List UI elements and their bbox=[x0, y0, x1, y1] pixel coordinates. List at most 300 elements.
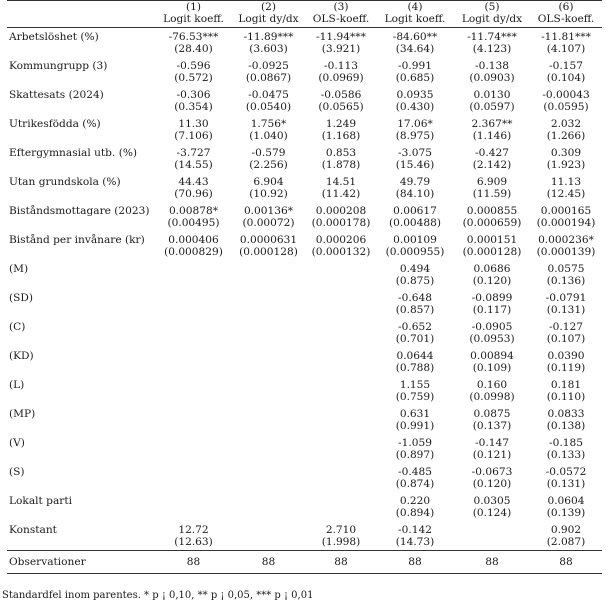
coefficient-row bbox=[7, 463, 602, 478]
standard-error-cell bbox=[306, 391, 376, 406]
label-blank bbox=[7, 246, 156, 261]
standard-error-cell: (12.63) bbox=[156, 536, 231, 551]
column-label: Logit dy/dx bbox=[454, 13, 530, 28]
coefficient-cell: -0.0586 bbox=[320, 88, 362, 101]
standard-error-cell: (0.991) bbox=[395, 419, 435, 432]
standard-error-row bbox=[7, 536, 602, 551]
label-blank bbox=[7, 217, 156, 232]
standard-error-cell bbox=[231, 449, 306, 464]
standard-error-cell: (0.788) bbox=[395, 361, 435, 374]
coefficient-cell: 0.0390 bbox=[547, 349, 585, 362]
standard-error-cell: (0.00072) bbox=[242, 216, 295, 229]
variable-label: (M) bbox=[9, 262, 29, 275]
standard-error-cell: (0.0969) bbox=[318, 71, 364, 84]
coefficient-cell: -0.138 bbox=[475, 59, 509, 72]
standard-error-cell: (0.119) bbox=[546, 361, 586, 374]
coefficient-cell bbox=[454, 521, 530, 536]
standard-error-cell: (0.131) bbox=[546, 303, 586, 316]
coefficient-cell: 17.06* bbox=[397, 117, 433, 130]
coefficient-cell: -0.991 bbox=[398, 59, 432, 72]
coefficient-cell: 0.000236* bbox=[538, 233, 594, 246]
coefficient-cell: 6.909 bbox=[476, 175, 508, 188]
label-blank bbox=[7, 188, 156, 203]
standard-error-cell: (1.998) bbox=[306, 536, 376, 551]
standard-error-cell: (28.40) bbox=[174, 42, 213, 55]
standard-error-cell bbox=[306, 507, 376, 522]
coefficient-cell: -1.059 bbox=[398, 436, 432, 449]
coefficient-row bbox=[7, 318, 602, 333]
coefficient-cell: 0.160 bbox=[476, 378, 508, 391]
standard-error-cell: (0.874) bbox=[395, 477, 435, 490]
standard-error-cell bbox=[306, 478, 376, 493]
coefficient-row bbox=[7, 434, 602, 449]
coefficient-row bbox=[7, 86, 602, 101]
standard-error-row bbox=[7, 159, 602, 174]
standard-error-cell: (14.55) bbox=[174, 158, 213, 171]
coefficient-cell: 0.00878* bbox=[168, 204, 219, 217]
label-blank bbox=[7, 72, 156, 87]
standard-error-cell: (1.168) bbox=[321, 129, 361, 142]
standard-error-cell: (0.0867) bbox=[245, 71, 292, 84]
coefficient-cell: -0.427 bbox=[475, 146, 509, 159]
standard-error-cell bbox=[231, 275, 306, 290]
column-label: Logit dy/dx bbox=[231, 13, 306, 28]
standard-error-cell: (84.10) bbox=[395, 187, 435, 200]
coefficient-cell bbox=[156, 463, 231, 478]
standard-error-cell: (0.124) bbox=[472, 506, 512, 519]
coefficient-cell: 0.853 bbox=[325, 146, 357, 159]
standard-error-cell: (0.120) bbox=[472, 274, 512, 287]
coefficient-row bbox=[7, 144, 602, 159]
coefficient-cell: 0.0575 bbox=[547, 262, 585, 275]
standard-error-cell: (2.142) bbox=[472, 158, 512, 171]
standard-error-cell: (12.45) bbox=[546, 187, 586, 200]
coefficient-cell: -0.596 bbox=[176, 59, 211, 72]
header-blank bbox=[7, 13, 156, 28]
coefficient-cell: 0.0686 bbox=[473, 262, 511, 275]
variable-label: Kommungrupp (3) bbox=[9, 59, 108, 72]
coefficient-cell: -0.0925 bbox=[248, 59, 289, 72]
coefficient-row bbox=[7, 492, 602, 507]
standard-error-row bbox=[7, 188, 602, 203]
coefficient-cell: 12.72 bbox=[178, 523, 209, 536]
observations-value: 88 bbox=[306, 551, 376, 574]
coefficient-cell bbox=[156, 405, 231, 420]
standard-error-cell bbox=[156, 275, 231, 290]
standard-error-cell bbox=[156, 420, 231, 435]
table-header bbox=[7, 0, 602, 28]
standard-error-cell: (11.42) bbox=[321, 187, 361, 200]
coefficient-row bbox=[7, 202, 602, 217]
coefficient-cell: 0.000151 bbox=[466, 233, 518, 246]
coefficient-cell: -0.579 bbox=[251, 146, 286, 159]
standard-error-cell: (0.136) bbox=[546, 274, 586, 287]
standard-error-cell: (70.96) bbox=[174, 187, 213, 200]
standard-error-cell bbox=[306, 449, 376, 464]
coefficient-cell: -0.0905 bbox=[471, 320, 513, 333]
standard-error-cell: (3.921) bbox=[321, 42, 361, 55]
observations-value: 88 bbox=[156, 551, 231, 574]
standard-error-row bbox=[7, 246, 602, 261]
column-number: (6) bbox=[558, 1, 574, 13]
coefficient-cell bbox=[231, 463, 306, 478]
coefficient-cell: -11.81*** bbox=[541, 30, 591, 43]
coefficient-cell: 49.79 bbox=[399, 175, 431, 188]
coefficient-cell: 0.00617 bbox=[393, 204, 437, 217]
standard-error-cell: (0.139) bbox=[546, 506, 586, 519]
coefficient-row bbox=[7, 231, 602, 246]
coefficient-cell: 0.0604 bbox=[547, 494, 585, 507]
coefficient-row bbox=[7, 115, 602, 130]
standard-error-cell bbox=[156, 304, 231, 319]
standard-error-cell bbox=[306, 362, 376, 377]
observations-value: 88 bbox=[530, 551, 602, 574]
standard-error-cell bbox=[306, 275, 376, 290]
standard-error-cell: (34.64) bbox=[395, 42, 435, 55]
standard-error-cell: (0.894) bbox=[395, 506, 435, 519]
coefficient-cell: -84.60** bbox=[392, 30, 438, 43]
standard-error-cell bbox=[231, 391, 306, 406]
coefficient-cell: 0.000208 bbox=[315, 204, 367, 217]
coefficient-cell bbox=[306, 405, 376, 420]
label-blank bbox=[7, 43, 156, 58]
coefficient-cell bbox=[231, 376, 306, 391]
coefficient-cell bbox=[156, 347, 231, 362]
coefficient-cell: 0.00894 bbox=[470, 349, 514, 362]
standard-error-row bbox=[7, 449, 602, 464]
standard-error-cell: (0.685) bbox=[395, 71, 435, 84]
variable-label: Eftergymnasial utb. (%) bbox=[9, 146, 138, 159]
standard-error-row bbox=[7, 362, 602, 377]
standard-error-row bbox=[7, 275, 602, 290]
variable-label: Arbetslöshet (%) bbox=[9, 30, 99, 43]
standard-error-cell: (15.46) bbox=[395, 158, 435, 171]
label-blank bbox=[7, 130, 156, 145]
coefficient-cell: 0.309 bbox=[550, 146, 582, 159]
observations-value: 88 bbox=[454, 551, 530, 574]
standard-error-cell: (0.109) bbox=[472, 361, 512, 374]
coefficient-cell: -76.53*** bbox=[168, 30, 219, 43]
coefficient-cell: 11.30 bbox=[178, 117, 209, 130]
variable-label: (V) bbox=[9, 436, 25, 449]
standard-error-cell: (0.133) bbox=[546, 448, 586, 461]
coefficient-cell: 44.43 bbox=[178, 175, 209, 188]
standard-error-row bbox=[7, 507, 602, 522]
coefficient-cell bbox=[231, 492, 306, 507]
coefficient-cell bbox=[306, 463, 376, 478]
standard-error-cell: (0.0903) bbox=[469, 71, 515, 84]
coefficient-cell bbox=[231, 318, 306, 333]
label-blank bbox=[7, 101, 156, 116]
standard-error-cell: (0.131) bbox=[546, 477, 586, 490]
coefficient-cell: 0.494 bbox=[399, 262, 431, 275]
coefficient-cell bbox=[231, 260, 306, 275]
coefficient-cell: -0.0572 bbox=[545, 465, 587, 478]
standard-error-cell: (0.0597) bbox=[469, 100, 515, 113]
standard-error-row bbox=[7, 101, 602, 116]
standard-error-row bbox=[7, 130, 602, 145]
standard-error-cell bbox=[231, 304, 306, 319]
standard-error-cell: (7.106) bbox=[174, 129, 213, 142]
coefficient-cell: -3.727 bbox=[176, 146, 211, 159]
variable-label: Utan grundskola (%) bbox=[9, 175, 121, 188]
standard-error-cell: (8.975) bbox=[395, 129, 435, 142]
variable-label: (SD) bbox=[9, 291, 34, 304]
standard-error-row bbox=[7, 478, 602, 493]
observations-row bbox=[7, 551, 602, 574]
column-number-row bbox=[7, 0, 602, 13]
label-blank bbox=[7, 478, 156, 493]
observations-value: 88 bbox=[376, 551, 454, 574]
coefficient-cell bbox=[231, 289, 306, 304]
column-label-row bbox=[7, 13, 602, 28]
coefficient-cell: -11.74*** bbox=[467, 30, 517, 43]
standard-error-cell bbox=[156, 333, 231, 348]
column-number: (5) bbox=[484, 1, 500, 13]
standard-error-cell: (0.857) bbox=[395, 303, 435, 316]
standard-error-cell bbox=[156, 478, 231, 493]
coefficient-cell bbox=[156, 260, 231, 275]
variable-label: Utrikesfödda (%) bbox=[9, 117, 101, 130]
coefficient-cell: -0.147 bbox=[475, 436, 509, 449]
table-body bbox=[7, 28, 602, 551]
standard-error-cell: (0.138) bbox=[546, 419, 586, 432]
header-blank bbox=[7, 0, 156, 13]
coefficient-cell bbox=[231, 347, 306, 362]
variable-label: Bistånd per invånare (kr) bbox=[9, 233, 145, 246]
coefficient-row bbox=[7, 260, 602, 275]
standard-error-cell bbox=[231, 420, 306, 435]
coefficient-cell: -0.0673 bbox=[471, 465, 513, 478]
standard-error-cell bbox=[156, 449, 231, 464]
coefficient-cell bbox=[306, 492, 376, 507]
standard-error-cell: (0.759) bbox=[395, 390, 435, 403]
standard-error-cell: (0.117) bbox=[472, 303, 512, 316]
coefficient-cell bbox=[306, 434, 376, 449]
standard-error-cell: (11.59) bbox=[472, 187, 512, 200]
coefficient-cell: 0.000855 bbox=[466, 204, 518, 217]
standard-error-cell: (0.000659) bbox=[462, 216, 522, 229]
standard-error-row bbox=[7, 333, 602, 348]
standard-error-cell: (0.354) bbox=[174, 100, 213, 113]
coefficient-cell: -0.00043 bbox=[542, 88, 590, 101]
coefficient-cell bbox=[231, 521, 306, 536]
label-blank bbox=[7, 304, 156, 319]
coefficient-cell: -0.0791 bbox=[545, 291, 587, 304]
coefficient-cell: -0.306 bbox=[176, 88, 211, 101]
coefficient-cell: 0.0305 bbox=[473, 494, 511, 507]
standard-error-cell: (0.701) bbox=[395, 332, 435, 345]
coefficient-cell: 0.631 bbox=[399, 407, 431, 420]
coefficient-cell: 0.000165 bbox=[540, 204, 592, 217]
standard-error-cell: (0.0595) bbox=[543, 100, 589, 113]
table-footer bbox=[7, 551, 602, 574]
coefficient-cell: 0.0644 bbox=[396, 349, 434, 362]
standard-error-row bbox=[7, 217, 602, 232]
coefficient-cell bbox=[231, 405, 306, 420]
table-footnote: Standardfel inom parentes. * p ¡ 0,10, ** p ¡ 0,05, *** p ¡ 0,01 bbox=[2, 590, 314, 601]
variable-label: (KD) bbox=[9, 349, 34, 362]
coefficient-cell: 0.0833 bbox=[547, 407, 585, 420]
coefficient-cell: 0.0935 bbox=[396, 88, 434, 101]
coefficient-row bbox=[7, 289, 602, 304]
coefficient-row bbox=[7, 173, 602, 188]
standard-error-cell bbox=[231, 536, 306, 551]
coefficient-cell: 0.220 bbox=[399, 494, 431, 507]
coefficient-cell bbox=[306, 289, 376, 304]
standard-error-cell: (0.430) bbox=[395, 100, 435, 113]
coefficient-cell bbox=[156, 289, 231, 304]
coefficient-cell: -0.648 bbox=[398, 291, 432, 304]
standard-error-row bbox=[7, 420, 602, 435]
standard-error-row bbox=[7, 72, 602, 87]
coefficient-cell: -0.652 bbox=[398, 320, 432, 333]
coefficient-cell: 2.710 bbox=[325, 523, 357, 536]
standard-error-cell: (10.92) bbox=[249, 187, 288, 200]
coefficient-cell bbox=[156, 376, 231, 391]
standard-error-cell bbox=[454, 536, 530, 551]
standard-error-cell: (0.107) bbox=[546, 332, 586, 345]
coefficient-cell bbox=[306, 347, 376, 362]
coefficient-row bbox=[7, 376, 602, 391]
standard-error-cell: (0.0998) bbox=[469, 390, 515, 403]
coefficient-cell: 14.51 bbox=[325, 175, 357, 188]
standard-error-cell: (1.040) bbox=[249, 129, 288, 142]
standard-error-cell bbox=[156, 507, 231, 522]
standard-error-cell: (2.087) bbox=[530, 536, 602, 551]
regression-table bbox=[7, 0, 602, 574]
coefficient-cell: -11.89*** bbox=[243, 30, 294, 43]
coefficient-row bbox=[7, 405, 602, 420]
standard-error-cell: (0.000829) bbox=[164, 245, 223, 258]
standard-error-cell: (1.266) bbox=[546, 129, 586, 142]
coefficient-row bbox=[7, 521, 602, 536]
observations-label: Observationer bbox=[7, 551, 156, 574]
coefficient-cell: 0.181 bbox=[550, 378, 582, 391]
coefficient-cell: 11.13 bbox=[550, 175, 582, 188]
coefficient-cell: -0.0899 bbox=[471, 291, 513, 304]
coefficient-cell: -0.113 bbox=[324, 59, 358, 72]
coefficient-cell: 0.000206 bbox=[315, 233, 367, 246]
coefficient-cell: 0.00136* bbox=[243, 204, 294, 217]
coefficient-cell bbox=[156, 492, 231, 507]
standard-error-cell bbox=[306, 304, 376, 319]
standard-error-cell bbox=[306, 333, 376, 348]
standard-error-cell: (0.875) bbox=[395, 274, 435, 287]
variable-label: (S) bbox=[9, 465, 25, 478]
coefficient-cell: -3.075 bbox=[398, 146, 432, 159]
standard-error-row bbox=[7, 304, 602, 319]
variable-label: (MP) bbox=[9, 407, 36, 420]
column-label: Logit koeff. bbox=[156, 13, 231, 28]
column-number: (1) bbox=[185, 1, 201, 13]
standard-error-cell bbox=[231, 362, 306, 377]
coefficient-cell: -0.127 bbox=[549, 320, 583, 333]
label-blank bbox=[7, 362, 156, 377]
standard-error-cell bbox=[231, 478, 306, 493]
standard-error-cell: (3.603) bbox=[249, 42, 288, 55]
column-number: (3) bbox=[333, 1, 349, 13]
standard-error-cell: (0.0565) bbox=[318, 100, 364, 113]
column-number: (4) bbox=[407, 1, 423, 13]
coefficient-cell: -0.185 bbox=[549, 436, 583, 449]
column-label: Logit koeff. bbox=[376, 13, 454, 28]
coefficient-row bbox=[7, 28, 602, 43]
coefficient-cell: 0.0875 bbox=[473, 407, 511, 420]
coefficient-cell bbox=[306, 318, 376, 333]
standard-error-cell bbox=[231, 333, 306, 348]
variable-label: (L) bbox=[9, 378, 25, 391]
coefficient-cell bbox=[306, 260, 376, 275]
label-blank bbox=[7, 159, 156, 174]
standard-error-cell: (0.110) bbox=[546, 390, 586, 403]
standard-error-cell: (0.000128) bbox=[239, 245, 298, 258]
standard-error-cell: (1.146) bbox=[472, 129, 512, 142]
label-blank bbox=[7, 536, 156, 551]
coefficient-cell bbox=[306, 376, 376, 391]
standard-error-cell: (0.000132) bbox=[311, 245, 371, 258]
coefficient-cell: -0.0475 bbox=[248, 88, 289, 101]
coefficient-cell: 0.000406 bbox=[168, 233, 219, 246]
coefficient-cell: -11.94*** bbox=[316, 30, 366, 43]
standard-error-cell: (0.00488) bbox=[388, 216, 442, 229]
standard-error-cell: (0.0540) bbox=[245, 100, 292, 113]
standard-error-cell: (0.000128) bbox=[462, 245, 522, 258]
standard-error-cell: (0.000139) bbox=[536, 245, 596, 258]
coefficient-cell bbox=[156, 434, 231, 449]
standard-error-cell bbox=[156, 362, 231, 377]
label-blank bbox=[7, 507, 156, 522]
standard-error-cell: (2.256) bbox=[249, 158, 288, 171]
coefficient-cell: 1.756* bbox=[250, 117, 287, 130]
standard-error-cell: (0.121) bbox=[472, 448, 512, 461]
variable-label: Konstant bbox=[9, 523, 57, 536]
variable-label: Skattesats (2024) bbox=[9, 88, 104, 101]
standard-error-cell: (0.000194) bbox=[536, 216, 596, 229]
coefficient-row bbox=[7, 57, 602, 72]
label-blank bbox=[7, 333, 156, 348]
coefficient-row bbox=[7, 347, 602, 362]
column-label: OLS-koeff. bbox=[530, 13, 602, 28]
coefficient-cell: 0.00109 bbox=[393, 233, 437, 246]
coefficient-cell: 2.032 bbox=[550, 117, 582, 130]
column-label: OLS-koeff. bbox=[306, 13, 376, 28]
label-blank bbox=[7, 275, 156, 290]
standard-error-cell: (0.120) bbox=[472, 477, 512, 490]
standard-error-cell: (1.923) bbox=[546, 158, 586, 171]
variable-label: Lokalt parti bbox=[9, 494, 72, 507]
standard-error-row bbox=[7, 43, 602, 58]
coefficient-cell: 1.155 bbox=[399, 378, 431, 391]
coefficient-cell: 6.904 bbox=[253, 175, 284, 188]
column-number: (2) bbox=[260, 1, 276, 13]
standard-error-cell bbox=[156, 391, 231, 406]
standard-error-cell bbox=[306, 420, 376, 435]
label-blank bbox=[7, 391, 156, 406]
standard-error-cell: (0.897) bbox=[395, 448, 435, 461]
coefficient-cell: 0.0130 bbox=[473, 88, 511, 101]
variable-label: Biståndsmottagare (2023) bbox=[9, 204, 150, 217]
standard-error-cell: (0.000955) bbox=[385, 245, 445, 258]
coefficient-cell: -0.157 bbox=[549, 59, 583, 72]
standard-error-cell: (14.73) bbox=[376, 536, 454, 551]
coefficient-cell bbox=[231, 434, 306, 449]
standard-error-cell: (0.104) bbox=[546, 71, 586, 84]
coefficient-cell: 2.367** bbox=[471, 117, 513, 130]
observations-value: 88 bbox=[231, 551, 306, 574]
standard-error-cell: (0.0953) bbox=[469, 332, 515, 345]
variable-label: (C) bbox=[9, 320, 26, 333]
